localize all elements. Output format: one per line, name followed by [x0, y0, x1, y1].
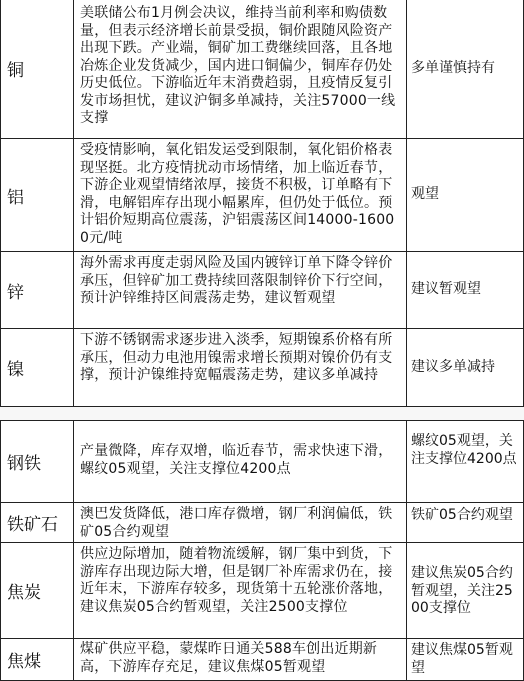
market-view: 供应边际增加，随着物流缓解，钢厂集中到货，下游库存出现边际大增，但是钢厂补库需求仍在，接近年末，下游库存较多，现货第十五轮涨价落地，建议焦炭05合约暂观望，关注2500支撑位: [73, 543, 406, 638]
market-view: 产量微降，库存双增，临近春节，需求快速下滑，螺纹05观望，关注支撑位4200点: [73, 421, 406, 502]
trading-advice: 建议多单减持: [406, 329, 524, 406]
table-row-nickel: [0, 328, 524, 406]
commodity-name: 锌: [0, 252, 73, 328]
market-view: 美联储公布1月例会决议，维持当前利率和购债数量，但表示经济增长前景受损，铜价跟随风险资产出现下跌。产业端，铜矿加工费继续回落，且各地冶炼企业发货减少，国内进口铜偏少，铜库存仍处历史低位。下游临近年末消费趋弱，且疫情反复引发市场担忧，建议沪铜多单减持，关注57000一线支撑: [73, 0, 406, 138]
market-view: 海外需求再度走弱风险及国内镀锌订单下降令锌价承压，但锌矿加工费持续回落限制锌价下行空间，预计沪锌维持区间震荡走势，建议暂观望: [73, 252, 406, 328]
commodity-name: 焦炭: [0, 543, 73, 638]
commodity-name: 铝: [0, 139, 73, 251]
trading-advice: 多单谨慎持有: [406, 0, 524, 138]
table-row-iron-ore: [0, 502, 524, 542]
table-row-coking-coal: [0, 638, 524, 680]
market-view: 受疫情影响，氧化铝发运受到限制，氧化铝价格表现坚挺。北方疫情扰动市场情绪，加上临近春节，下游企业观望情绪浓厚，接货不积极，订单略有下滑，电解铝库存出现小幅累库，但仍处于低位。预计铝价短期高位震荡，沪铝震荡区间14000-16000元/吨: [73, 139, 406, 251]
table-row-copper: [0, 0, 524, 138]
trading-advice: 建议焦炭05合约暂观望，关注2500支撑位: [406, 543, 524, 638]
table-row-steel: [0, 420, 524, 502]
market-view: 下游不锈钢需求逐步进入淡季，短期镍系价格有所承压，但动力电池用镍需求增长预期对镍价仍有支撑，预计沪镍维持宽幅震荡走势，建议多单减持: [73, 329, 406, 406]
commodity-name: 铁矿石: [0, 503, 73, 542]
commodity-name: 镍: [0, 329, 73, 406]
trading-advice: 螺纹05观望，关注支撑位4200点: [406, 421, 524, 502]
market-view: 澳巴发货降低，港口库存微增，钢厂利润偏低，铁矿05合约观望: [73, 503, 406, 542]
trading-advice: 铁矿05合约观望: [406, 503, 524, 542]
commodity-name: 钢铁: [0, 421, 73, 502]
trading-advice: 建议暂观望: [406, 252, 524, 328]
section-divider: [0, 406, 524, 420]
commodity-name: 焦煤: [0, 639, 73, 680]
table-row-coke: [0, 542, 524, 638]
market-view: 煤矿供应平稳，蒙煤昨日通关588车创出近期新高，下游库存充足，建议焦煤05暂观望: [73, 639, 406, 680]
table-row-zinc: [0, 251, 524, 328]
table-row-aluminum: [0, 138, 524, 251]
trading-advice: 建议焦煤05暂观望: [406, 639, 524, 680]
commodity-name: 铜: [0, 0, 73, 138]
trading-advice: 观望: [406, 139, 524, 251]
